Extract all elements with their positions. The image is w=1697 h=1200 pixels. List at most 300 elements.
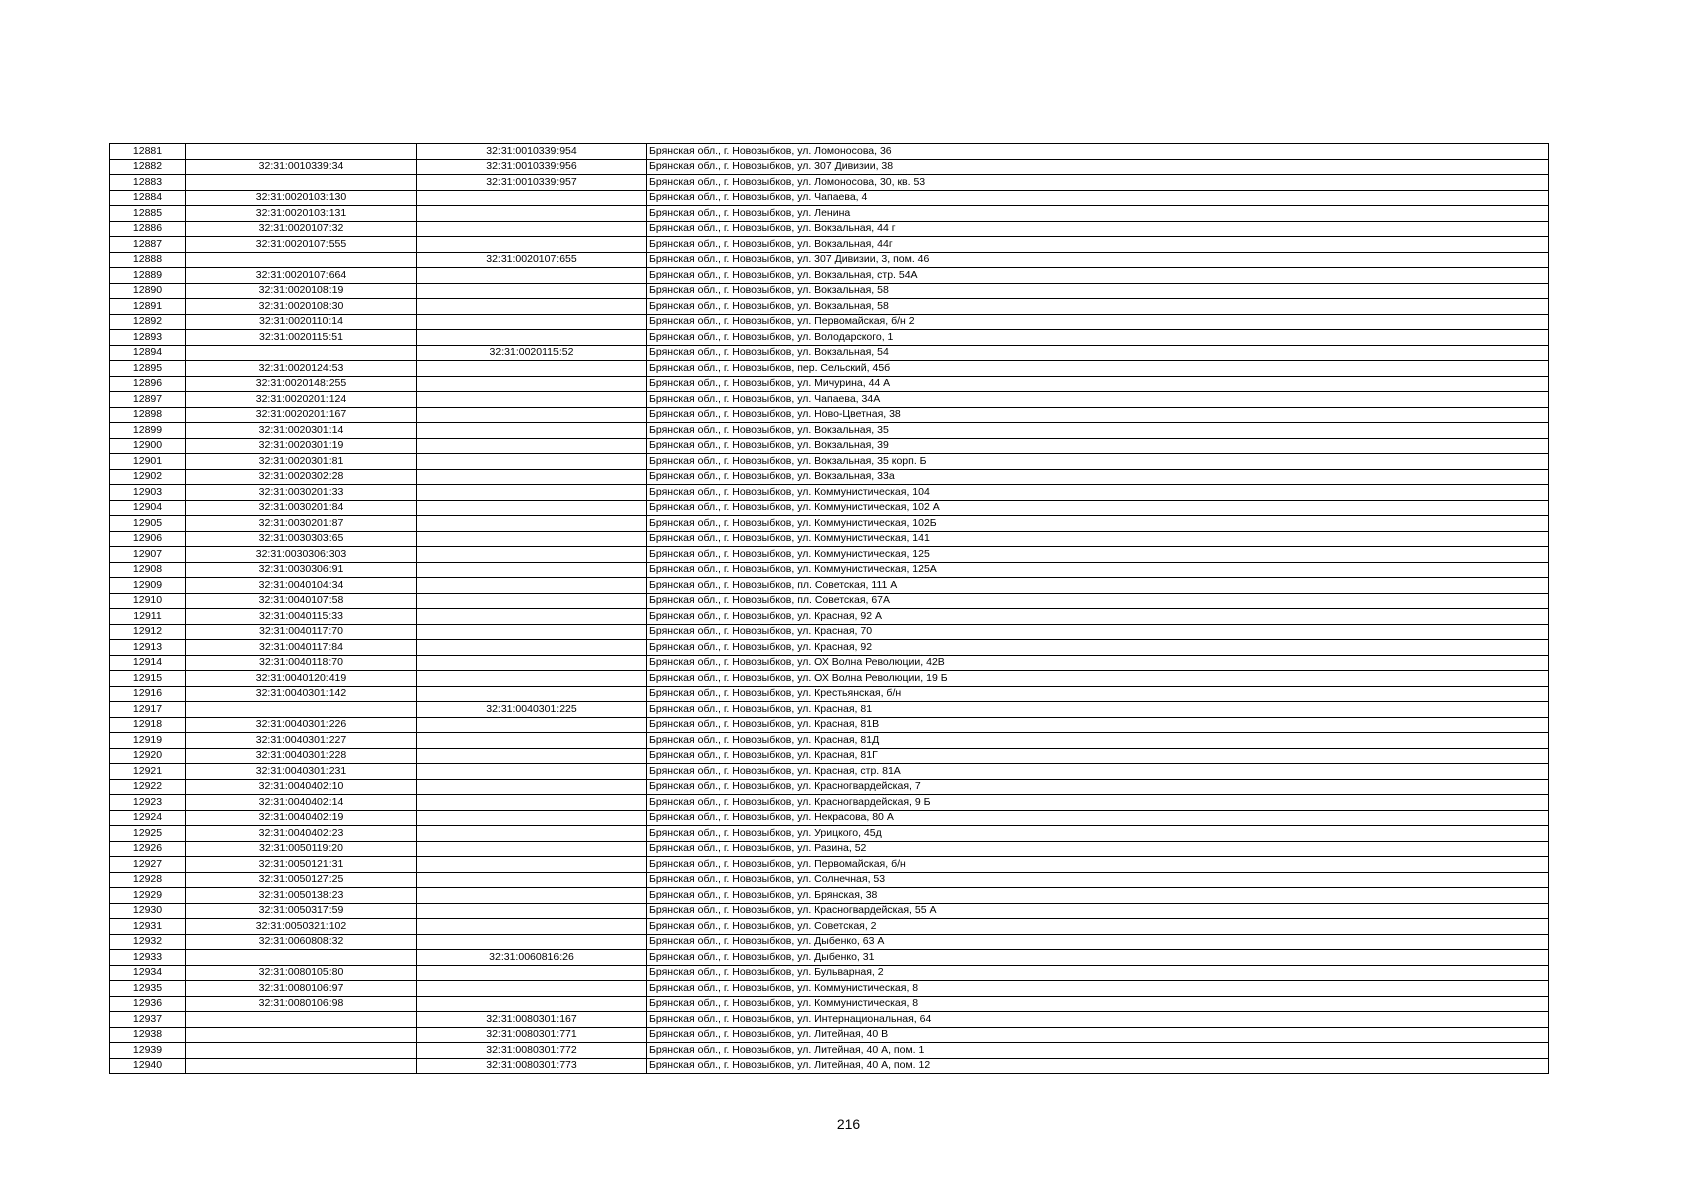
related-cadastral-number-cell <box>417 485 647 501</box>
row-number-cell: 12920 <box>110 748 186 764</box>
table-row <box>110 237 1549 253</box>
related-cadastral-number-cell <box>417 965 647 981</box>
table-row <box>110 655 1549 671</box>
row-number-cell: 12923 <box>110 795 186 811</box>
address-cell: Брянская обл., г. Новозыбков, ул. Красная, 70 <box>647 624 1549 640</box>
row-number-cell: 12903 <box>110 485 186 501</box>
cadastral-number-cell: 32:31:0030306:91 <box>186 562 417 578</box>
related-cadastral-number-cell: 32:31:0080301:771 <box>417 1027 647 1043</box>
address-cell: Брянская обл., г. Новозыбков, ул. Литейная, 40 В <box>647 1027 1549 1043</box>
related-cadastral-number-cell <box>417 671 647 687</box>
address-cell: Брянская обл., г. Новозыбков, ул. Дыбенко, 63 А <box>647 934 1549 950</box>
related-cadastral-number-cell: 32:31:0010339:956 <box>417 159 647 175</box>
table-row <box>110 314 1549 330</box>
cadastral-number-cell <box>186 950 417 966</box>
related-cadastral-number-cell <box>417 500 647 516</box>
address-cell: Брянская обл., г. Новозыбков, ул. Красная, 81 <box>647 702 1549 718</box>
row-number-cell: 12924 <box>110 810 186 826</box>
related-cadastral-number-cell <box>417 392 647 408</box>
address-cell: Брянская обл., г. Новозыбков, ул. Бульварная, 2 <box>647 965 1549 981</box>
row-number-cell: 12890 <box>110 283 186 299</box>
row-number-cell: 12901 <box>110 454 186 470</box>
row-number-cell: 12891 <box>110 299 186 315</box>
cadastral-number-cell: 32:31:0040301:142 <box>186 686 417 702</box>
table-row <box>110 206 1549 222</box>
cadastral-number-cell: 32:31:0040117:84 <box>186 640 417 656</box>
address-cell: Брянская обл., г. Новозыбков, ул. Красная, 92 <box>647 640 1549 656</box>
table-row <box>110 485 1549 501</box>
related-cadastral-number-cell: 32:31:0040301:225 <box>417 702 647 718</box>
address-cell: Брянская обл., г. Новозыбков, ул. Солнечная, 53 <box>647 872 1549 888</box>
related-cadastral-number-cell <box>417 609 647 625</box>
cadastral-number-cell <box>186 1043 417 1059</box>
table-row <box>110 640 1549 656</box>
cadastral-number-cell: 32:31:0040402:14 <box>186 795 417 811</box>
cadastral-number-cell: 32:31:0060808:32 <box>186 934 417 950</box>
address-cell: Брянская обл., г. Новозыбков, ул. Красногвардейская, 55 А <box>647 903 1549 919</box>
address-cell: Брянская обл., г. Новозыбков, ул. Коммунистическая, 8 <box>647 996 1549 1012</box>
row-number-cell: 12897 <box>110 392 186 408</box>
row-number-cell: 12881 <box>110 144 186 160</box>
cadastral-number-cell: 32:31:0020107:664 <box>186 268 417 284</box>
table-row <box>110 965 1549 981</box>
row-number-cell: 12917 <box>110 702 186 718</box>
property-table <box>109 143 1549 1074</box>
cadastral-number-cell: 32:31:0050317:59 <box>186 903 417 919</box>
address-cell: Брянская обл., г. Новозыбков, ул. Мичурина, 44 А <box>647 376 1549 392</box>
address-cell: Брянская обл., г. Новозыбков, ул. Первомайская, б/н <box>647 857 1549 873</box>
table-row <box>110 981 1549 997</box>
cadastral-number-cell: 32:31:0040120:419 <box>186 671 417 687</box>
related-cadastral-number-cell <box>417 237 647 253</box>
cadastral-number-cell: 32:31:0040117:70 <box>186 624 417 640</box>
table-row <box>110 702 1549 718</box>
table-row <box>110 407 1549 423</box>
cadastral-number-cell <box>186 702 417 718</box>
related-cadastral-number-cell <box>417 888 647 904</box>
address-cell: Брянская обл., г. Новозыбков, ул. Первомайская, б/н 2 <box>647 314 1549 330</box>
address-cell: Брянская обл., г. Новозыбков, ул. Интернациональная, 64 <box>647 1012 1549 1028</box>
row-number-cell: 12908 <box>110 562 186 578</box>
cadastral-number-cell <box>186 345 417 361</box>
related-cadastral-number-cell <box>417 454 647 470</box>
related-cadastral-number-cell <box>417 733 647 749</box>
address-cell: Брянская обл., г. Новозыбков, ул. Вокзальная, 39 <box>647 438 1549 454</box>
cadastral-number-cell <box>186 1027 417 1043</box>
table-row <box>110 748 1549 764</box>
row-number-cell: 12895 <box>110 361 186 377</box>
address-cell: Брянская обл., г. Новозыбков, ул. Ленина <box>647 206 1549 222</box>
address-cell: Брянская обл., г. Новозыбков, ул. Чапаева, 34А <box>647 392 1549 408</box>
row-number-cell: 12884 <box>110 190 186 206</box>
related-cadastral-number-cell <box>417 640 647 656</box>
related-cadastral-number-cell <box>417 314 647 330</box>
related-cadastral-number-cell <box>417 562 647 578</box>
cadastral-number-cell: 32:31:0040402:23 <box>186 826 417 842</box>
cadastral-number-cell: 32:31:0020148:255 <box>186 376 417 392</box>
cadastral-number-cell: 32:31:0040301:228 <box>186 748 417 764</box>
address-cell: Брянская обл., г. Новозыбков, пл. Советская, 111 А <box>647 578 1549 594</box>
table-row <box>110 578 1549 594</box>
row-number-cell: 12937 <box>110 1012 186 1028</box>
cadastral-number-cell: 32:31:0050127:25 <box>186 872 417 888</box>
row-number-cell: 12889 <box>110 268 186 284</box>
address-cell: Брянская обл., г. Новозыбков, ул. Красногвардейская, 7 <box>647 779 1549 795</box>
cadastral-number-cell: 32:31:0020201:167 <box>186 407 417 423</box>
address-cell: Брянская обл., г. Новозыбков, ул. Разина, 52 <box>647 841 1549 857</box>
table-row <box>110 144 1549 160</box>
table-row <box>110 841 1549 857</box>
cadastral-number-cell: 32:31:0030303:65 <box>186 531 417 547</box>
address-cell: Брянская обл., г. Новозыбков, ул. Вокзальная, 58 <box>647 283 1549 299</box>
table-row <box>110 469 1549 485</box>
table-row <box>110 764 1549 780</box>
table-row <box>110 1058 1549 1074</box>
row-number-cell: 12919 <box>110 733 186 749</box>
related-cadastral-number-cell <box>417 516 647 532</box>
related-cadastral-number-cell <box>417 547 647 563</box>
cadastral-number-cell <box>186 252 417 268</box>
address-cell: Брянская обл., г. Новозыбков, ул. Некрасова, 80 А <box>647 810 1549 826</box>
related-cadastral-number-cell <box>417 268 647 284</box>
address-cell: Брянская обл., г. Новозыбков, ул. Ново-Цветная, 38 <box>647 407 1549 423</box>
row-number-cell: 12939 <box>110 1043 186 1059</box>
related-cadastral-number-cell <box>417 330 647 346</box>
row-number-cell: 12887 <box>110 237 186 253</box>
related-cadastral-number-cell <box>417 826 647 842</box>
address-cell: Брянская обл., г. Новозыбков, ул. Коммунистическая, 141 <box>647 531 1549 547</box>
related-cadastral-number-cell <box>417 655 647 671</box>
related-cadastral-number-cell <box>417 190 647 206</box>
table-row <box>110 547 1549 563</box>
related-cadastral-number-cell <box>417 407 647 423</box>
table-row <box>110 872 1549 888</box>
address-cell: Брянская обл., г. Новозыбков, ул. Красногвардейская, 9 Б <box>647 795 1549 811</box>
row-number-cell: 12883 <box>110 175 186 191</box>
table-row <box>110 345 1549 361</box>
page-number: 216 <box>836 1116 861 1132</box>
row-number-cell: 12936 <box>110 996 186 1012</box>
table-row <box>110 717 1549 733</box>
table-row <box>110 500 1549 516</box>
cadastral-number-cell: 32:31:0020301:14 <box>186 423 417 439</box>
address-cell: Брянская обл., г. Новозыбков, ул. Вокзальная, стр. 54А <box>647 268 1549 284</box>
cadastral-number-cell: 32:31:0050121:31 <box>186 857 417 873</box>
row-number-cell: 12910 <box>110 593 186 609</box>
table-row <box>110 190 1549 206</box>
row-number-cell: 12925 <box>110 826 186 842</box>
cadastral-number-cell: 32:31:0020301:81 <box>186 454 417 470</box>
table-row <box>110 888 1549 904</box>
row-number-cell: 12882 <box>110 159 186 175</box>
table-row <box>110 531 1549 547</box>
row-number-cell: 12907 <box>110 547 186 563</box>
table-row <box>110 221 1549 237</box>
cadastral-number-cell: 32:31:0080105:80 <box>186 965 417 981</box>
address-cell: Брянская обл., г. Новозыбков, ул. Володарского, 1 <box>647 330 1549 346</box>
row-number-cell: 12905 <box>110 516 186 532</box>
table-row <box>110 1027 1549 1043</box>
table-row <box>110 392 1549 408</box>
related-cadastral-number-cell <box>417 578 647 594</box>
table-row <box>110 330 1549 346</box>
cadastral-number-cell: 32:31:0020110:14 <box>186 314 417 330</box>
cadastral-number-cell: 32:31:0030201:87 <box>186 516 417 532</box>
table-row <box>110 609 1549 625</box>
related-cadastral-number-cell <box>417 283 647 299</box>
cadastral-number-cell: 32:31:0050138:23 <box>186 888 417 904</box>
cadastral-number-cell <box>186 144 417 160</box>
table-row <box>110 624 1549 640</box>
row-number-cell: 12933 <box>110 950 186 966</box>
related-cadastral-number-cell <box>417 903 647 919</box>
address-cell: Брянская обл., г. Новозыбков, ул. Коммунистическая, 125А <box>647 562 1549 578</box>
cadastral-number-cell: 32:31:0020103:130 <box>186 190 417 206</box>
address-cell: Брянская обл., г. Новозыбков, ул. Коммунистическая, 102 А <box>647 500 1549 516</box>
cadastral-number-cell: 32:31:0040301:231 <box>186 764 417 780</box>
table-row <box>110 934 1549 950</box>
address-cell: Брянская обл., г. Новозыбков, ул. 307 Дивизии, 38 <box>647 159 1549 175</box>
table-row <box>110 159 1549 175</box>
address-cell: Брянская обл., г. Новозыбков, ул. Вокзальная, 44г <box>647 237 1549 253</box>
row-number-cell: 12916 <box>110 686 186 702</box>
table-row <box>110 903 1549 919</box>
row-number-cell: 12885 <box>110 206 186 222</box>
row-number-cell: 12894 <box>110 345 186 361</box>
related-cadastral-number-cell <box>417 221 647 237</box>
related-cadastral-number-cell <box>417 872 647 888</box>
table-row <box>110 268 1549 284</box>
cadastral-number-cell: 32:31:0080106:98 <box>186 996 417 1012</box>
table-row <box>110 1012 1549 1028</box>
address-cell: Брянская обл., г. Новозыбков, ул. Литейная, 40 А, пом. 12 <box>647 1058 1549 1074</box>
address-cell: Брянская обл., г. Новозыбков, ул. Вокзальная, 33а <box>647 469 1549 485</box>
related-cadastral-number-cell: 32:31:0080301:772 <box>417 1043 647 1059</box>
row-number-cell: 12922 <box>110 779 186 795</box>
table-row <box>110 299 1549 315</box>
cadastral-number-cell: 32:31:0050119:20 <box>186 841 417 857</box>
row-number-cell: 12938 <box>110 1027 186 1043</box>
related-cadastral-number-cell <box>417 764 647 780</box>
address-cell: Брянская обл., г. Новозыбков, ул. Коммунистическая, 125 <box>647 547 1549 563</box>
cadastral-number-cell: 32:31:0020107:555 <box>186 237 417 253</box>
row-number-cell: 12886 <box>110 221 186 237</box>
table-row <box>110 516 1549 532</box>
address-cell: Брянская обл., г. Новозыбков, ул. 307 Дивизии, 3, пом. 46 <box>647 252 1549 268</box>
cadastral-number-cell: 32:31:0040107:58 <box>186 593 417 609</box>
row-number-cell: 12926 <box>110 841 186 857</box>
row-number-cell: 12930 <box>110 903 186 919</box>
address-cell: Брянская обл., г. Новозыбков, ул. Коммунистическая, 104 <box>647 485 1549 501</box>
row-number-cell: 12921 <box>110 764 186 780</box>
address-cell: Брянская обл., г. Новозыбков, ул. Вокзальная, 58 <box>647 299 1549 315</box>
cadastral-number-cell: 32:31:0020115:51 <box>186 330 417 346</box>
row-number-cell: 12909 <box>110 578 186 594</box>
table-row <box>110 376 1549 392</box>
cadastral-number-cell <box>186 175 417 191</box>
table-row <box>110 562 1549 578</box>
related-cadastral-number-cell <box>417 717 647 733</box>
related-cadastral-number-cell <box>417 810 647 826</box>
row-number-cell: 12915 <box>110 671 186 687</box>
row-number-cell: 12934 <box>110 965 186 981</box>
related-cadastral-number-cell: 32:31:0010339:957 <box>417 175 647 191</box>
related-cadastral-number-cell <box>417 795 647 811</box>
row-number-cell: 12931 <box>110 919 186 935</box>
table-row <box>110 950 1549 966</box>
table-body <box>110 144 1549 1074</box>
cadastral-number-cell: 32:31:0030306:303 <box>186 547 417 563</box>
cadastral-number-cell: 32:31:0020302:28 <box>186 469 417 485</box>
table-row <box>110 593 1549 609</box>
address-cell: Брянская обл., г. Новозыбков, ул. Крестьянская, б/н <box>647 686 1549 702</box>
row-number-cell: 12906 <box>110 531 186 547</box>
address-cell: Брянская обл., г. Новозыбков, ул. Вокзальная, 35 корп. Б <box>647 454 1549 470</box>
address-cell: Брянская обл., г. Новозыбков, ул. ОХ Волна Революции, 19 Б <box>647 671 1549 687</box>
row-number-cell: 12940 <box>110 1058 186 1074</box>
related-cadastral-number-cell <box>417 996 647 1012</box>
address-cell: Брянская обл., г. Новозыбков, ул. Красная, 81Г <box>647 748 1549 764</box>
address-cell: Брянская обл., г. Новозыбков, ул. Брянская, 38 <box>647 888 1549 904</box>
cadastral-number-cell: 32:31:0020201:124 <box>186 392 417 408</box>
row-number-cell: 12899 <box>110 423 186 439</box>
table-row <box>110 996 1549 1012</box>
related-cadastral-number-cell <box>417 919 647 935</box>
related-cadastral-number-cell <box>417 361 647 377</box>
cadastral-number-cell: 32:31:0040115:33 <box>186 609 417 625</box>
row-number-cell: 12888 <box>110 252 186 268</box>
address-cell: Брянская обл., г. Новозыбков, ул. Литейная, 40 А, пом. 1 <box>647 1043 1549 1059</box>
table-row <box>110 686 1549 702</box>
address-cell: Брянская обл., г. Новозыбков, ул. Вокзальная, 54 <box>647 345 1549 361</box>
table-row <box>110 826 1549 842</box>
related-cadastral-number-cell <box>417 779 647 795</box>
cadastral-number-cell: 32:31:0030201:84 <box>186 500 417 516</box>
address-cell: Брянская обл., г. Новозыбков, ул. Вокзальная, 35 <box>647 423 1549 439</box>
table-row <box>110 454 1549 470</box>
cadastral-number-cell: 32:31:0040104:34 <box>186 578 417 594</box>
address-cell: Брянская обл., г. Новозыбков, ул. Вокзальная, 44 г <box>647 221 1549 237</box>
row-number-cell: 12918 <box>110 717 186 733</box>
row-number-cell: 12929 <box>110 888 186 904</box>
row-number-cell: 12914 <box>110 655 186 671</box>
row-number-cell: 12898 <box>110 407 186 423</box>
related-cadastral-number-cell <box>417 423 647 439</box>
address-cell: Брянская обл., г. Новозыбков, пл. Советская, 67А <box>647 593 1549 609</box>
table-row <box>110 795 1549 811</box>
row-number-cell: 12911 <box>110 609 186 625</box>
address-cell: Брянская обл., г. Новозыбков, ул. Красная, 92 А <box>647 609 1549 625</box>
row-number-cell: 12935 <box>110 981 186 997</box>
table-row <box>110 361 1549 377</box>
related-cadastral-number-cell: 32:31:0010339:954 <box>417 144 647 160</box>
cadastral-number-cell: 32:31:0040301:227 <box>186 733 417 749</box>
table-row <box>110 1043 1549 1059</box>
related-cadastral-number-cell <box>417 624 647 640</box>
address-cell: Брянская обл., г. Новозыбков, ул. ОХ Волна Революции, 42В <box>647 655 1549 671</box>
related-cadastral-number-cell <box>417 981 647 997</box>
row-number-cell: 12902 <box>110 469 186 485</box>
cadastral-number-cell: 32:31:0020107:32 <box>186 221 417 237</box>
cadastral-number-cell: 32:31:0050321:102 <box>186 919 417 935</box>
related-cadastral-number-cell <box>417 376 647 392</box>
address-cell: Брянская обл., г. Новозыбков, ул. Чапаева, 4 <box>647 190 1549 206</box>
address-cell: Брянская обл., г. Новозыбков, ул. Ломоносова, 30, кв. 53 <box>647 175 1549 191</box>
related-cadastral-number-cell <box>417 593 647 609</box>
row-number-cell: 12892 <box>110 314 186 330</box>
address-cell: Брянская обл., г. Новозыбков, ул. Красная, 81Д <box>647 733 1549 749</box>
table-row <box>110 175 1549 191</box>
row-number-cell: 12893 <box>110 330 186 346</box>
row-number-cell: 12896 <box>110 376 186 392</box>
related-cadastral-number-cell <box>417 299 647 315</box>
row-number-cell: 12927 <box>110 857 186 873</box>
related-cadastral-number-cell <box>417 438 647 454</box>
cadastral-number-cell: 32:31:0020124:53 <box>186 361 417 377</box>
cadastral-number-cell: 32:31:0020108:19 <box>186 283 417 299</box>
table-row <box>110 733 1549 749</box>
address-cell: Брянская обл., г. Новозыбков, ул. Ломоносова, 36 <box>647 144 1549 160</box>
related-cadastral-number-cell <box>417 934 647 950</box>
cadastral-number-cell: 32:31:0040118:70 <box>186 655 417 671</box>
related-cadastral-number-cell: 32:31:0020107:655 <box>417 252 647 268</box>
address-cell: Брянская обл., г. Новозыбков, ул. Советская, 2 <box>647 919 1549 935</box>
address-cell: Брянская обл., г. Новозыбков, ул. Красная, стр. 81А <box>647 764 1549 780</box>
related-cadastral-number-cell: 32:31:0080301:167 <box>417 1012 647 1028</box>
related-cadastral-number-cell <box>417 857 647 873</box>
table-row <box>110 671 1549 687</box>
related-cadastral-number-cell <box>417 531 647 547</box>
related-cadastral-number-cell <box>417 469 647 485</box>
cadastral-number-cell: 32:31:0080106:97 <box>186 981 417 997</box>
table-row <box>110 919 1549 935</box>
address-cell: Брянская обл., г. Новозыбков, пер. Сельский, 45б <box>647 361 1549 377</box>
table-row <box>110 423 1549 439</box>
cadastral-number-cell: 32:31:0030201:33 <box>186 485 417 501</box>
table-row <box>110 857 1549 873</box>
row-number-cell: 12900 <box>110 438 186 454</box>
related-cadastral-number-cell <box>417 841 647 857</box>
address-cell: Брянская обл., г. Новозыбков, ул. Коммунистическая, 102Б <box>647 516 1549 532</box>
cadastral-number-cell: 32:31:0020301:19 <box>186 438 417 454</box>
cadastral-number-cell: 32:31:0040301:226 <box>186 717 417 733</box>
row-number-cell: 12912 <box>110 624 186 640</box>
address-cell: Брянская обл., г. Новозыбков, ул. Урицкого, 45д <box>647 826 1549 842</box>
address-cell: Брянская обл., г. Новозыбков, ул. Коммунистическая, 8 <box>647 981 1549 997</box>
address-cell: Брянская обл., г. Новозыбков, ул. Красная, 81В <box>647 717 1549 733</box>
cadastral-number-cell: 32:31:0020103:131 <box>186 206 417 222</box>
cadastral-number-cell <box>186 1012 417 1028</box>
table-row <box>110 252 1549 268</box>
cadastral-number-cell: 32:31:0010339:34 <box>186 159 417 175</box>
related-cadastral-number-cell <box>417 206 647 222</box>
row-number-cell: 12913 <box>110 640 186 656</box>
row-number-cell: 12932 <box>110 934 186 950</box>
table-row <box>110 810 1549 826</box>
table-row <box>110 438 1549 454</box>
address-cell: Брянская обл., г. Новозыбков, ул. Дыбенко, 31 <box>647 950 1549 966</box>
cadastral-number-cell: 32:31:0040402:10 <box>186 779 417 795</box>
table-row <box>110 779 1549 795</box>
row-number-cell: 12904 <box>110 500 186 516</box>
cadastral-number-cell: 32:31:0040402:19 <box>186 810 417 826</box>
related-cadastral-number-cell <box>417 748 647 764</box>
cadastral-number-cell <box>186 1058 417 1074</box>
related-cadastral-number-cell: 32:31:0080301:773 <box>417 1058 647 1074</box>
row-number-cell: 12928 <box>110 872 186 888</box>
related-cadastral-number-cell <box>417 686 647 702</box>
related-cadastral-number-cell: 32:31:0020115:52 <box>417 345 647 361</box>
